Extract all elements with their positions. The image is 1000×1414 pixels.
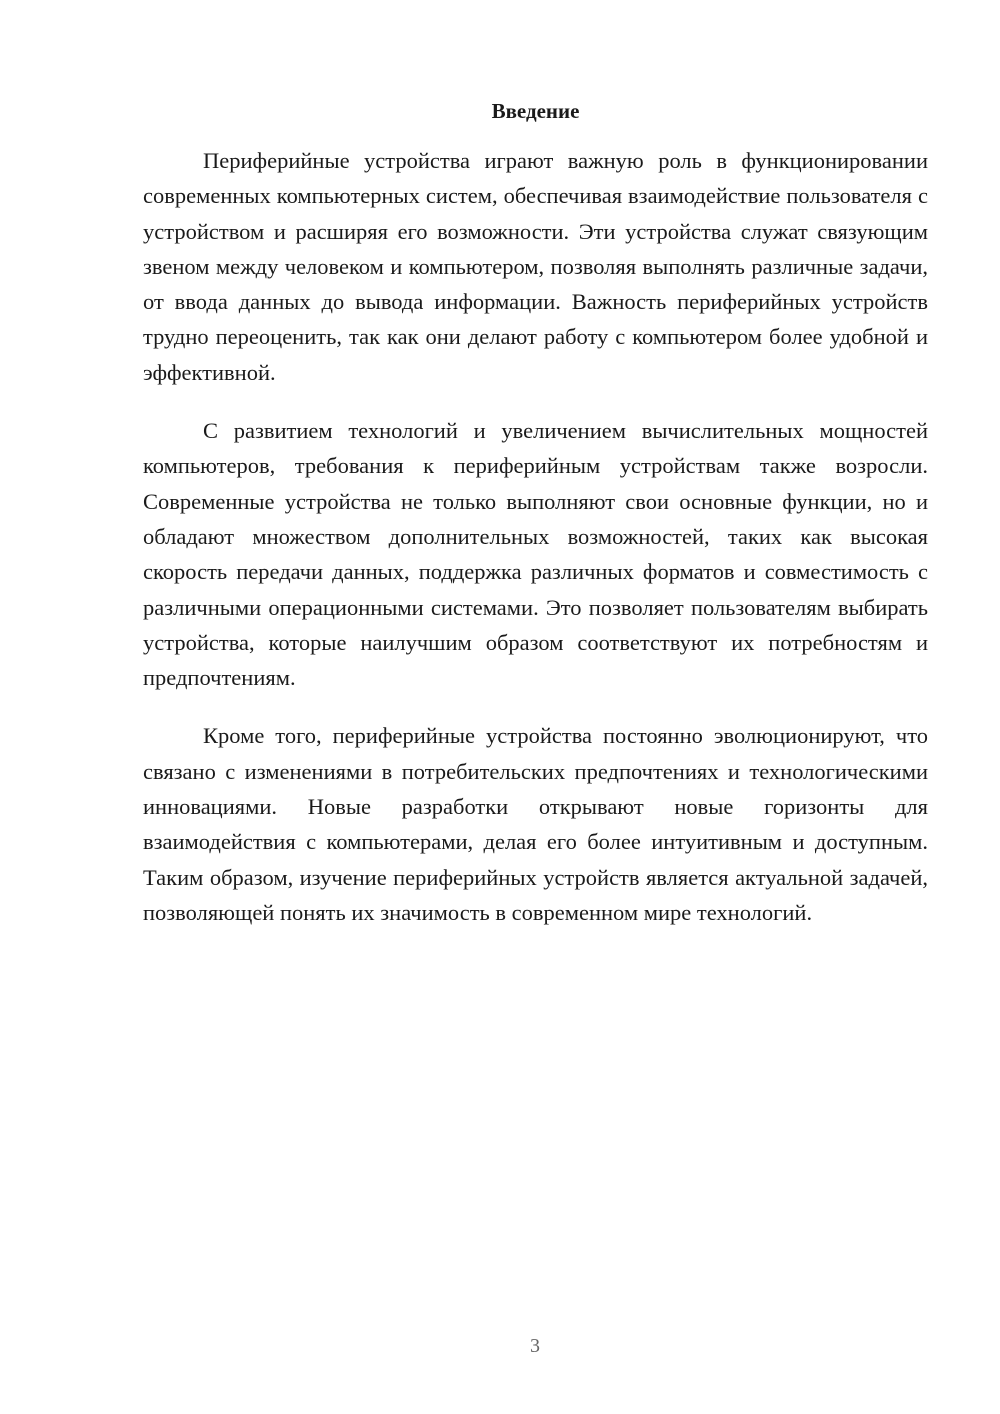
paragraph-3: Кроме того, периферийные устройства постоянно эволюционируют, что связано с изменениями в потребительских предпочтениях и технологическими инновациями. Новые разработки открывают новые горизонты для взаимодействия с компьютерами, делая его более интуитивным и доступным. Таким образом, изучение периферийных устройств является актуальной задачей, позволяющей понять их значимость в современном мире технологий. xyxy=(143,723,928,925)
paragraph-2: С развитием технологий и увеличением вычислительных мощностей компьютеров, требования к периферийным устройствам также возросли. Современные устройства не только выполняют свои основные функции, но и обладают множеством дополнительных возможностей, таких как высокая скорость передачи данных, поддержка различных форматов и совместимость с различными операционными системами. Это позволяет пользователям выбирать устройства, которые наилучшим образом соответствуют их потребностям и предпочтениям. xyxy=(143,418,928,691)
paragraph-1: Периферийные устройства играют важную роль в функционировании современных компьютерных систем, обеспечивая взаимодействие пользователя с устройством и расширяя его возможности. Эти устройства служат связующим звеном между человеком и компьютером, позволяя выполнять различные задачи, от ввода данных до вывода информации. Важность периферийных устройств трудно переоценить, так как они делают работу с компьютером более удобной и эффективной. xyxy=(143,148,928,385)
document-body xyxy=(143,143,928,953)
page-number: 3 xyxy=(530,1335,540,1357)
section-heading: Введение xyxy=(491,99,580,123)
